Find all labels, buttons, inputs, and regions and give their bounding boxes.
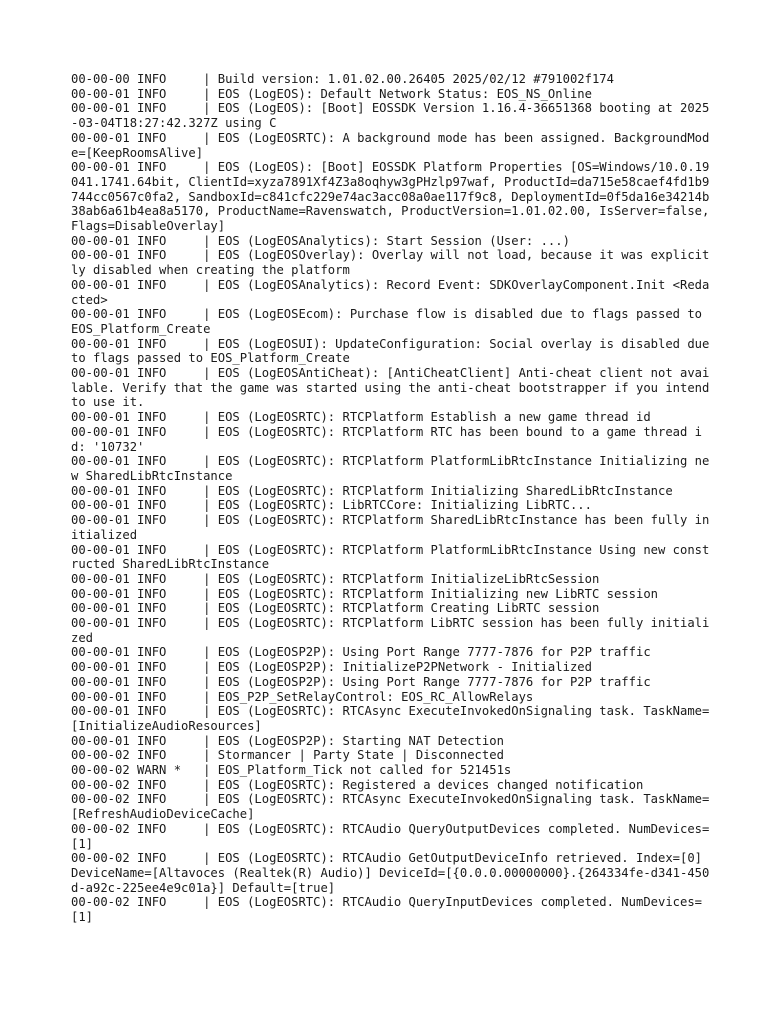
log-line: 00-00-01 INFO | EOS (LogEOSRTC): RTCPlatform Creating LibRTC session — [71, 601, 600, 616]
log-line: 00-00-02 INFO | EOS (LogEOSRTC): RTCAsync ExecuteInvokedOnSignaling task. TaskName=[RefreshAudioDeviceCache] — [71, 792, 710, 822]
log-line: 00-00-01 INFO | EOS (LogEOSRTC): RTCPlatform PlatformLibRtcInstance Using new constructed SharedLibRtcInstance — [71, 542, 710, 572]
log-line: 00-00-01 INFO | EOS (LogEOSP2P): Using Port Range 7777-7876 for P2P traffic — [71, 674, 651, 689]
log-line: 00-00-01 INFO | EOS (LogEOSRTC): A background mode has been assigned. BackgroundMode=[KeepRoomsAlive] — [71, 130, 710, 160]
log-line: 00-00-01 INFO | EOS (LogEOSRTC): RTCPlatform Establish a new game thread id — [71, 410, 651, 425]
log-document — [71, 72, 717, 925]
log-line: 00-00-01 INFO | EOS (LogEOS): [Boot] EOSSDK Version 1.16.4-36651368 booting at 2025-03-04T18:27:42.327Z using C — [71, 101, 710, 131]
log-line: 00-00-01 INFO | EOS (LogEOSP2P): InitializeP2PNetwork - Initialized — [71, 660, 592, 675]
log-line: 00-00-01 INFO | EOS (LogEOSAnalytics): Record Event: SDKOverlayComponent.Init <Redacted> — [71, 277, 710, 307]
log-line: 00-00-01 INFO | EOS (LogEOS): [Boot] EOSSDK Platform Properties [OS=Windows/10.0.19041.1741.64bit, ClientId=xyza7891Xf4Z3a8oqhyw3gPHzlp97waf, ProductId=da715e58caef4fd1b9744cc0567c0fa2, SandboxId=c841cfc229e74ac3acc08a0ae117f9c8, DeploymentId=0f5da16e34214b38ab6a61b4ea8a5170, ProductName=Ravenswatch, ProductVersion=1.01.02.00, IsServer=false, Flags=DisableOverlay] — [71, 160, 717, 234]
log-line: 00-00-01 INFO | EOS (LogEOSRTC): RTCAsync ExecuteInvokedOnSignaling task. TaskName=[InitializeAudioResources] — [71, 704, 710, 733]
log-line: 00-00-01 INFO | EOS (LogEOSAntiCheat): [AntiCheatClient] Anti-cheat client not available. Verify that the game was started using the anti-cheat bootstrapper if you intend to use it. — [71, 366, 717, 410]
log-line: 00-00-01 INFO | EOS (LogEOSAnalytics): Start Session (User: ...) — [71, 233, 570, 248]
log-line: 00-00-02 INFO | EOS (LogEOSRTC): RTCAudio QueryInputDevices completed. NumDevices=[1] — [71, 895, 703, 925]
log-line: 00-00-01 INFO | EOS (LogEOSP2P): Using Port Range 7777-7876 for P2P traffic — [71, 645, 651, 660]
log-line: 00-00-01 INFO | EOS (LogEOSRTC): RTCPlatform PlatformLibRtcInstance Initializing new SharedLibRtcInstance — [71, 454, 710, 483]
log-line: 00-00-02 INFO | EOS (LogEOSRTC): RTCAudio QueryOutputDevices completed. NumDevices=[1] — [71, 821, 710, 851]
log-line: 00-00-01 INFO | EOS (LogEOSOverlay): Overlay will not load, because it was explicitly disabled when creating the platform — [71, 248, 710, 278]
log-line: 00-00-00 INFO | Build version: 1.01.02.00.26405 2025/02/12 #791002f174 — [71, 72, 614, 86]
log-line: 00-00-02 WARN * | EOS_Platform_Tick not called for 521451s — [71, 763, 512, 778]
log-line: 00-00-01 INFO | EOS (LogEOSUI): UpdateConfiguration: Social overlay is disabled due to flags passed to EOS_Platform_Create — [71, 336, 717, 366]
log-line: 00-00-01 INFO | EOS (LogEOSRTC): RTCPlatform LibRTC session has been fully initialized — [71, 616, 710, 645]
log-line: 00-00-01 INFO | EOS (LogEOSRTC): RTCPlatform InitializeLibRtcSession — [71, 571, 600, 586]
log-line: 00-00-01 INFO | EOS (LogEOSRTC): RTCPlatform Initializing new LibRTC session — [71, 586, 658, 601]
log-line: 00-00-01 INFO | EOS (LogEOSRTC): RTCPlatform SharedLibRtcInstance has been fully initialized — [71, 513, 710, 542]
log-line: 00-00-01 INFO | EOS (LogEOSEcom): Purchase flow is disabled due to flags passed to EOS_Platform_Create — [71, 307, 710, 336]
log-line: 00-00-01 INFO | EOS (LogEOSRTC): RTCPlatform RTC has been bound to a game thread id: '10732' — [71, 424, 703, 454]
log-line: 00-00-01 INFO | EOS_P2P_SetRelayControl: EOS_RC_AllowRelays — [71, 689, 534, 704]
log-line: 00-00-01 INFO | EOS (LogEOSRTC): RTCPlatform Initializing SharedLibRtcInstance — [71, 483, 673, 498]
log-line: 00-00-01 INFO | EOS (LogEOSP2P): Starting NAT Detection — [71, 733, 504, 748]
log-line: 00-00-02 INFO | Stormancer | Party State | Disconnected — [71, 748, 504, 763]
log-line: 00-00-01 INFO | EOS (LogEOS): Default Network Status: EOS_NS_Online — [71, 86, 592, 101]
log-line: 00-00-01 INFO | EOS (LogEOSRTC): LibRTCCore: Initializing LibRTC... — [71, 498, 592, 513]
log-line: 00-00-02 INFO | EOS (LogEOSRTC): RTCAudio GetOutputDeviceInfo retrieved. Index=[0] DeviceName=[Altavoces (Realtek(R) Audio)] DeviceId=[{0.0.0.00000000}.{264334fe-d341-450d-a92c-225ee4e9c01a}] Default=[true] — [71, 851, 710, 895]
log-line: 00-00-02 INFO | EOS (LogEOSRTC): Registered a devices changed notification — [71, 777, 644, 792]
